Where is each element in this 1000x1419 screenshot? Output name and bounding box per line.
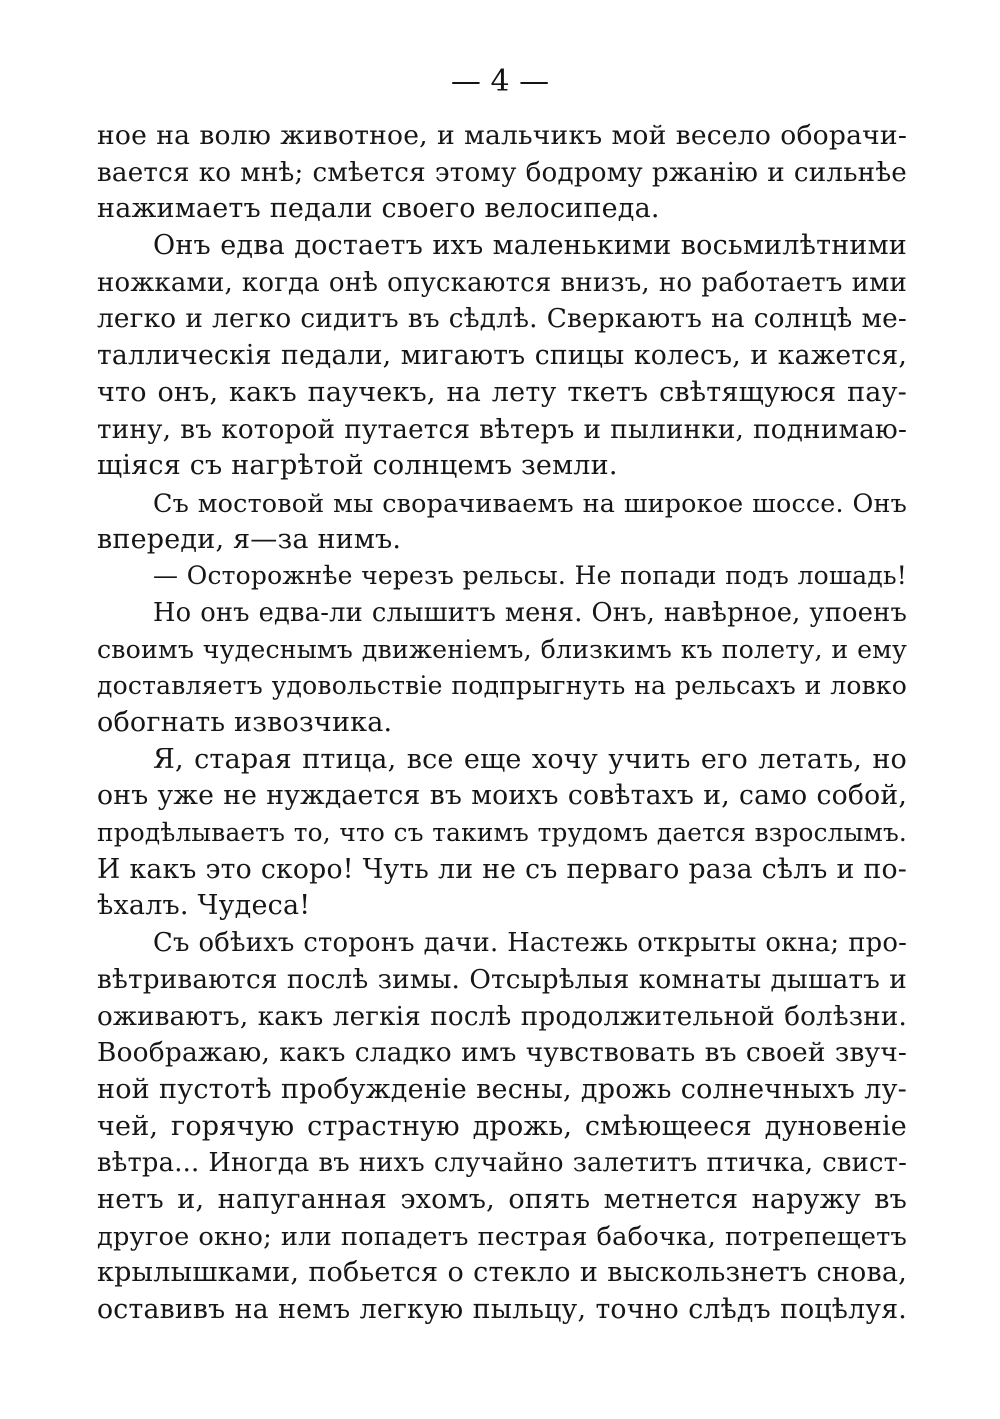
text-line: Но онъ едва-ли слышитъ меня. Онъ, навѣрное, упоенъ <box>153 597 907 628</box>
text-line: вается ко мнѣ; смѣется этому бодрому ржанію и сильнѣе <box>97 157 907 188</box>
text-line: щіяся съ нагрѣтой солнцемъ земли. <box>97 450 618 482</box>
text-line: нетъ и, напуганная эхомъ, опять метнется наружу въ <box>97 1183 907 1215</box>
text-line: онъ уже не нуждается въ моихъ совѣтахъ и, само собой, <box>97 780 907 812</box>
text-line: оживаютъ, какъ легкія послѣ продолжительной болѣзни. <box>97 1001 907 1032</box>
text-line: ѣхалъ. Чудеса! <box>97 890 311 922</box>
text-line: Воображаю, какъ сладко имъ чувствовать въ своей звуч- <box>97 1037 907 1069</box>
text-line: Я, старая птица, все еще хочу учить его летать, но <box>153 743 907 775</box>
text-line: И какъ это скоро! Чуть ли не съ перваго раза сѣлъ и по- <box>97 853 907 885</box>
text-line: оставивъ на немъ легкую пыльцу, точно слѣдъ поцѣлуя. <box>97 1294 907 1325</box>
text-line: что онъ, какъ паучекъ, на лету ткетъ свѣтящуюся пау- <box>97 376 907 408</box>
text-line: другое окно; или попадетъ пестрая бабочка, потрепещетъ <box>97 1221 907 1252</box>
text-line: Съ обѣихъ сторонъ дачи. Настежь открыты окна; про- <box>153 928 907 959</box>
page-number: — 4 — <box>450 64 550 99</box>
text-line: тину, въ которой путается вѣтеръ и пылинки, поднимаю- <box>97 414 907 445</box>
text-line: легко и легко сидитъ въ сѣдлѣ. Сверкаютъ на солнцѣ ме- <box>97 304 907 335</box>
text-line: впереди, я—за нимъ. <box>97 523 402 555</box>
text-line: ное на волю животное, и мальчикъ мой весело оборачи- <box>97 120 907 151</box>
text-line: таллическія педали, мигаютъ спицы колесъ, и кажется, <box>97 340 907 372</box>
body-text <box>97 118 907 1329</box>
text-line: продѣлываетъ то, что съ такимъ трудомъ дается взрослымъ. <box>97 818 907 848</box>
text-line: чей, горячую страстную дрожь, смѣющееся дуновеніе <box>97 1110 907 1142</box>
text-line: вѣтриваются послѣ зимы. Отсырѣлыя комнаты дышатъ и <box>97 964 907 995</box>
text-line: доставляетъ удовольствіе подпрыгнуть на рельсахъ и ловко <box>97 671 907 701</box>
text-line: вѣтра... Иногда въ нихъ случайно залетитъ птичка, свист- <box>97 1148 907 1179</box>
text-line: — Осторожнѣе черезъ рельсы. Не попади подъ лошадь! <box>153 561 907 591</box>
text-line: нажимаетъ педали своего велосипеда. <box>97 193 660 225</box>
text-line: своимъ чудеснымъ движеніемъ, близкимъ къ полету, и ему <box>97 634 907 664</box>
text-line: ной пустотѣ пробужденіе весны, дрожь солнечныхъ лу- <box>97 1073 907 1105</box>
text-line: обогнать извозчика. <box>97 707 393 738</box>
text-line: Съ мостовой мы сворачиваемъ на широкое шоссе. Онъ <box>153 487 907 518</box>
text-line: ножками, когда онѣ опускаются внизъ, но работаетъ ими <box>97 267 907 298</box>
text-line: Онъ едва достаетъ ихъ маленькими восьмилѣтними <box>153 230 907 262</box>
text-line: крылышками, побьется о стекло и выскользнетъ снова, <box>97 1257 907 1289</box>
